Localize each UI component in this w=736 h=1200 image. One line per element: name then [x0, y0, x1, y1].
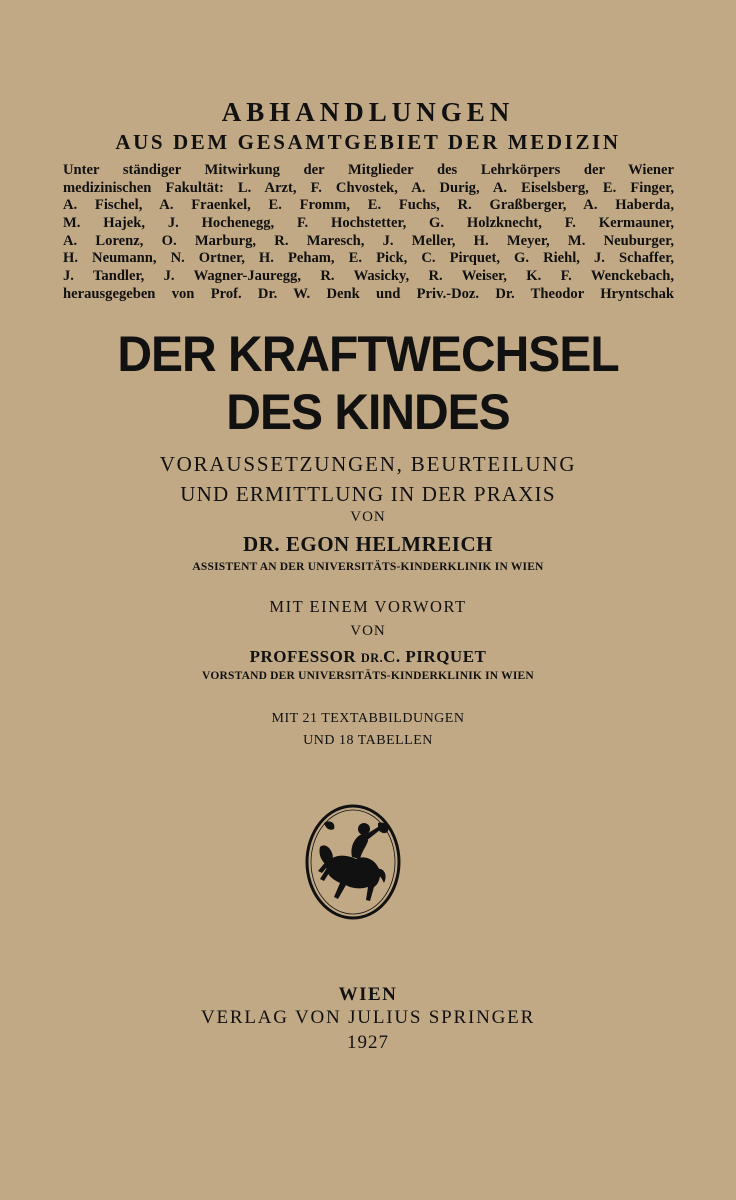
imprint-year: 1927	[347, 1032, 389, 1053]
contributors-line: A. Lorenz, O. Marburg, R. Maresch, J. Meller, H. Meyer, M. Neuburger,	[63, 232, 674, 249]
book-subtitle-line1: VORAUSSETZUNGEN, BEURTEILUNG	[159, 452, 577, 476]
editors-line: herausgegeben von Prof. Dr. W. Denk und Priv.-Doz. Dr. Theodor Hryntschak	[63, 285, 674, 302]
author-name: EGON HELMREICH	[285, 532, 493, 556]
book-title-line1: DER KRAFTWECHSEL	[117, 326, 619, 383]
imprint-city: WIEN	[338, 984, 398, 1005]
foreword-author	[0, 647, 736, 667]
foreword-affiliation: VORSTAND DER UNIVERSITÄTS-KINDERKLINIK IN WIEN	[202, 670, 534, 682]
contributors-line: H. Neumann, N. Ortner, H. Peham, E. Pick, C. Pirquet, G. Riehl, J. Schaffer,	[63, 250, 674, 267]
foreword-name: C. PIRQUET	[383, 647, 487, 666]
book-subtitle-line2: UND ERMITTLUNG IN DER PRAXIS	[180, 482, 556, 506]
contributors-line: Unter ständiger Mitwirkung der Mitglieder des Lehrkörpers der Wiener	[63, 162, 674, 178]
foreword-dr: DR.	[360, 651, 384, 665]
foreword-prefix: PROFESSOR	[249, 647, 357, 666]
book-title-line2: DES KINDES	[226, 384, 510, 441]
foreword-by-label: VON	[350, 623, 386, 639]
contributors-line: J. Tandler, J. Wagner-Jauregg, R. Wasicky, R. Weiser, K. F. Wenckebach,	[63, 268, 674, 285]
tables-note: UND 18 TABELLEN	[303, 733, 433, 748]
by-label: VON	[350, 509, 386, 525]
contributors-line: M. Hajek, J. Hochenegg, F. Hochstetter, G. Holzknecht, F. Kermauner,	[63, 215, 674, 232]
series-subtitle: AUS DEM GESAMTGEBIET DER MEDIZIN	[115, 130, 621, 154]
author	[0, 532, 736, 557]
foreword-label: MIT EINEM VORWORT	[269, 597, 467, 616]
imprint-publisher: VERLAG VON JULIUS SPRINGER	[200, 1007, 536, 1028]
contributors-line: medizinischen Fakultät: L. Arzt, F. Chvostek, A. Durig, A. Eiselsberg, E. Finger,	[63, 179, 674, 196]
contributors-block	[63, 162, 674, 304]
author-prefix: DR.	[243, 532, 281, 556]
author-affiliation: ASSISTENT AN DER UNIVERSITÄTS-KINDERKLINIK IN WIEN	[192, 561, 544, 573]
illustrations-note: MIT 21 TEXTABBILDUNGEN	[271, 711, 465, 726]
contributors-line: A. Fischel, A. Fraenkel, E. Fromm, E. Fuchs, R. Graßberger, A. Haberda,	[63, 197, 674, 214]
springer-horse-rider-emblem-icon	[304, 803, 402, 921]
series-title: ABHANDLUNGEN	[221, 97, 515, 127]
